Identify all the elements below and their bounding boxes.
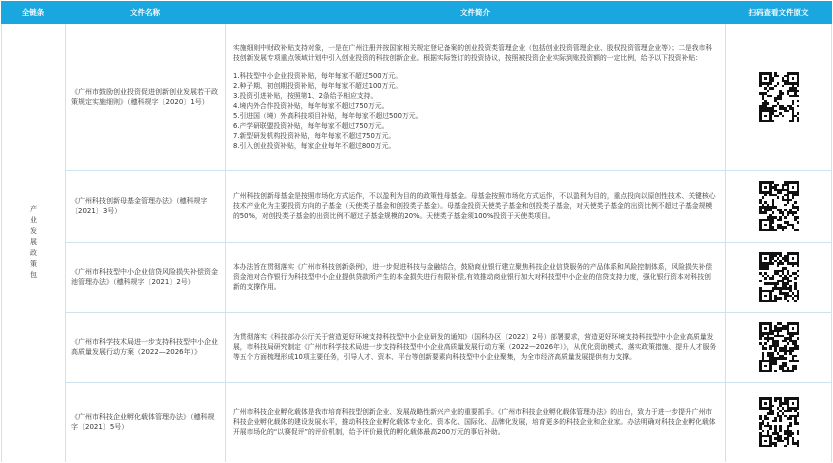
qr-cell bbox=[726, 312, 832, 382]
summary-line: 7.新型研发机构投资补贴，每年每家不超过750万元。 bbox=[233, 132, 396, 140]
summary-line: 广州市科技企业孵化载体是我市培育科技型创新企业、发展战略性新兴产业的重要抓手。《广州市科技企业孵化载体管理办法》的出台，致力于进一步提升广州市科技企业孵化载体的建设发展水平，推动科技企业孵化载体专业化、资本化、国际化、品牌化发展，培育更多的科技企业和企业家。办法明确对科技企业孵化载体开展市场化的“以赛促评”的评价机制，给予评价最优的孵化载体最高200万元的事后补助。 bbox=[233, 408, 716, 436]
file-name bbox=[71, 242, 219, 312]
qr-cell bbox=[726, 24, 832, 170]
file-name bbox=[71, 170, 219, 242]
file-name-text: 《广州市科学技术局进一步支持科技型中小企业高质量发展行动方案（2022—2026年）》 bbox=[71, 338, 218, 356]
file-name-text: 《广州市鼓励创业投资促进创新创业发展若干政策规定实施细则》（穗科规字〔2020〕1号） bbox=[71, 88, 218, 106]
file-summary bbox=[233, 242, 717, 312]
qr-cell bbox=[726, 382, 832, 462]
header-summary: 文件简介 bbox=[460, 8, 490, 17]
header-category: 全链条 bbox=[21, 8, 45, 17]
summary-line: 5.引进国（境）外高科技项目补贴，每年每家不超过500万元。 bbox=[233, 112, 423, 120]
summary-line: 本办法旨在贯彻落实《广州市科技创新条例》，进一步促进科技与金融结合，鼓励商业银行建立聚焦科技企业信贷服务的产品体系和风险控制体系，风险损失补偿资金池对合作银行为科技型中小企业提供贷款所产生的本金损失进行有限补偿,有效推动商业银行加大对科技型中小企业的信贷支持力度，强化银行资本对科技创新的支撑作用。 bbox=[233, 263, 713, 291]
table-row bbox=[65, 382, 832, 462]
summary-line: 8.引入创业投资补贴，每家企业每年不超过800万元。 bbox=[233, 142, 396, 150]
qr-code-icon[interactable] bbox=[759, 397, 799, 447]
qr-code-icon[interactable] bbox=[759, 322, 799, 372]
table-row bbox=[65, 24, 832, 170]
summary-line: 4.境内外合作投资补贴，每年每家不超过750万元。 bbox=[233, 102, 389, 110]
file-summary bbox=[233, 170, 717, 242]
summary-line: 广州科技创新母基金是按照市场化方式运作，不以盈利为目的的政策性母基金。母基金按照市场化方式运作，不以盈利为目的，重点投向以原创性技术、关键核心技术产业化为主要投资方向的子基金（天使类子基金和创投类子基金）。母基金投资天使类子基金和创投类子基金，对天使类子基金的出资比例不超过子基金规模的50%，对创投类子基金的出资比例不超过子基金规模的20%。天使类子基金须100%投资于天使类项目。 bbox=[233, 192, 716, 220]
table-row bbox=[65, 242, 832, 312]
qr-code-icon[interactable] bbox=[759, 181, 799, 231]
summary-line: 为贯彻落实《科技部办公厅关于营造更好环境支持科技型中小企业研发的通知》（国科办区〔2022〕2号）部署要求，营造更好环境支持科技型中小企业高质量发展，市科技局研究制定《广州市科学技术局进一步支持科技型中小企业高质量发展行动方案（2022—2026年）》，从优化资助模式、落实政策措施、提升人才服务等五个方面梳理形成10项主要任务，引导人才、资本、平台等创新要素向科技型中小企业聚集，为全市经济高质量发展提供有力支撑。 bbox=[233, 333, 717, 361]
file-name-text: 《广州科技创新母基金管理办法》（穗科规字〔2021〕3号） bbox=[71, 197, 208, 215]
file-summary bbox=[233, 382, 717, 462]
file-name bbox=[71, 382, 219, 462]
summary-line: 实施细则中财政补贴支持对象，一是在广州注册并按国家相关规定登记备案的创业投资类管理企业（包括创业投资管理企业、股权投资管理企业等）；二是我市科技创新发展专项重点领域计划中引入创业投资的科技创新企业。根据实际签订的投资协议，按照被投资企业实际到账投资额的一定比例，给予以下投资补贴： bbox=[233, 44, 713, 62]
summary-line: 2.种子期、初创期投资补贴，每年每家不超过100万元。 bbox=[233, 82, 402, 90]
header-qr: 扫码查看文件原文 bbox=[748, 8, 809, 17]
file-name-text: 《广州市科技企业孵化载体管理办法》（穗科规字〔2021〕5号） bbox=[71, 413, 215, 431]
file-name bbox=[71, 312, 219, 382]
policy-table bbox=[1, 1, 832, 462]
header-file-name: 文件名称 bbox=[130, 8, 160, 17]
qr-cell bbox=[726, 242, 832, 312]
table-row bbox=[65, 312, 832, 382]
file-summary bbox=[233, 312, 717, 382]
table-row bbox=[65, 170, 832, 242]
qr-cell bbox=[726, 170, 832, 242]
table-body bbox=[1, 24, 832, 462]
summary-line: 6.产学研联盟投资补贴，每年每家不超过750万元。 bbox=[233, 122, 389, 130]
summary-line: 1.科技型中小企业投资补贴，每年每家不超过500万元。 bbox=[233, 72, 402, 80]
qr-code-icon[interactable] bbox=[759, 72, 799, 122]
category-label: 产业发展政策包 bbox=[29, 204, 38, 282]
file-name-text: 《广州市科技型中小企业信贷风险损失补偿资金池管理办法》（穗科规字〔2021〕2号） bbox=[71, 268, 218, 286]
file-name bbox=[71, 24, 219, 170]
summary-line: 3.投资引进补贴，按照第1、2条给予相应支持。 bbox=[233, 92, 378, 100]
table-header bbox=[1, 1, 832, 24]
qr-code-icon[interactable] bbox=[759, 252, 799, 302]
file-summary bbox=[233, 24, 717, 170]
category-cell bbox=[2, 24, 65, 462]
